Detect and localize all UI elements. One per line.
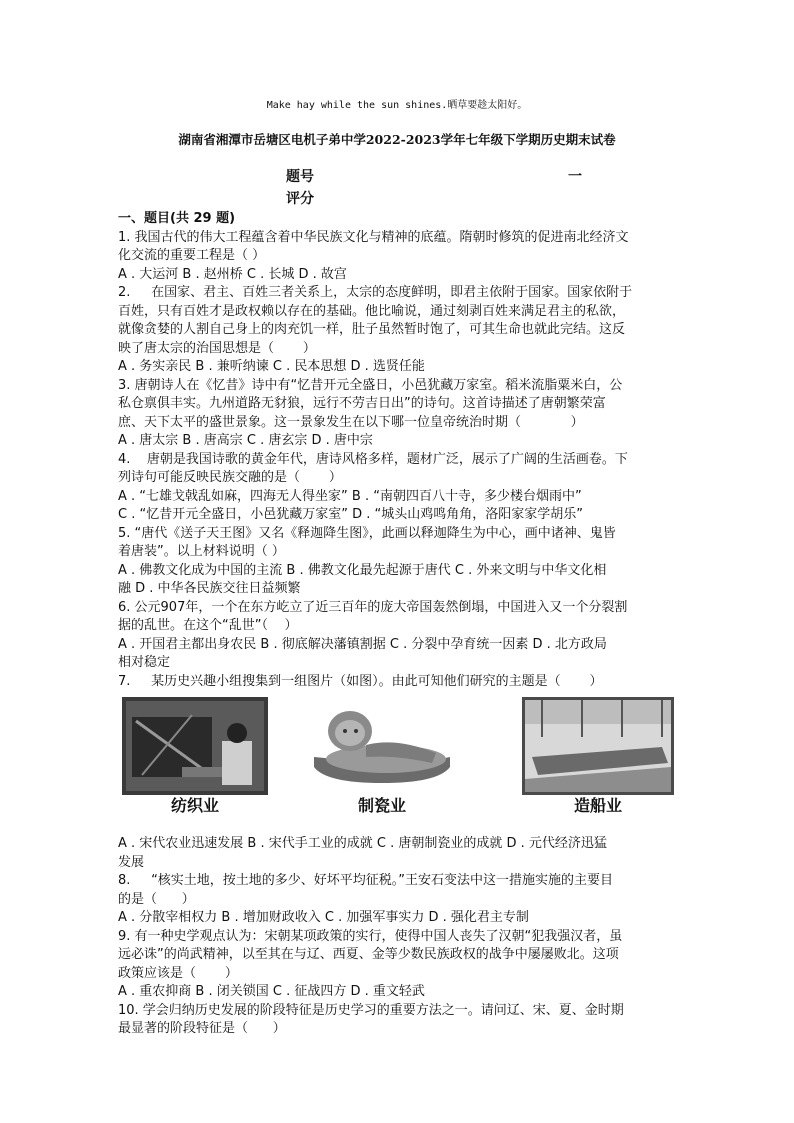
exam-title: 湖南省湘潭市岳塘区电机子弟中学2022-2023学年七年级下学期历史期末试卷 bbox=[178, 132, 616, 147]
q1-line-2: 化交流的重要工程是（ ） bbox=[118, 248, 266, 263]
score-row-number-label: 题号 bbox=[286, 169, 314, 185]
porcelain-pillow-icon bbox=[306, 697, 458, 795]
q3-line-1: 3. 唐朝诗人在《忆昔》诗中有“忆昔开元全盛日，小邑犹藏万家室。稻米流脂粟米白，公 bbox=[118, 377, 623, 393]
q6-line-1: 6. 公元907年，一个在东方屹立了近三百年的庞大帝国轰然倒塌，中国进入又一个分裂割 bbox=[118, 599, 628, 615]
q7-figure-row bbox=[118, 697, 678, 833]
q8-line-2: 的是（ ） bbox=[118, 891, 195, 907]
q5-options-2: 融 D . 中华各民族交往日益频繁 bbox=[118, 581, 301, 596]
motto-line: Make hay while the sun shines.晒草要趁太阳好。 bbox=[266, 100, 528, 111]
fig-caption-textile: 纺织业 bbox=[170, 796, 219, 815]
score-row-number bbox=[284, 166, 604, 188]
q9-line-3: 政策应该是（ ） bbox=[118, 965, 238, 981]
q2-line-3: 就像贪婪的人割自己身上的肉充饥一样，肚子虽然暂时饱了，可其生命也就此完结。这反 bbox=[118, 322, 626, 337]
question-list bbox=[118, 210, 678, 1039]
fig-caption-shipbuilding: 造船业 bbox=[573, 796, 622, 815]
q1-options: A . 大运河 B . 赵州桥 C . 长城 D . 故宫 bbox=[118, 266, 347, 282]
q6-options-1: A . 开国君主都出身农民 B . 彻底解决藩镇割据 C . 分裂中孕育统一因素 D . 北方政局 bbox=[118, 636, 607, 652]
score-table bbox=[284, 166, 604, 210]
q3-line-3: 庶、天下太平的盛世景象。这一景象发生在以下哪一位皇帝统治时期（ ） bbox=[118, 414, 584, 430]
score-col-1: 一 bbox=[568, 169, 582, 185]
q2-options: A . 务实亲民 B . 兼听纳谏 C . 民本思想 D . 选贤任能 bbox=[118, 359, 425, 374]
q6-options-2: 相对稳定 bbox=[118, 655, 171, 670]
q7-options-2: 发展 bbox=[118, 854, 145, 870]
section-title: 一、题目(共 29 题) bbox=[118, 211, 236, 226]
q6-line-2: 据的乱世。在这个“乱世”（ ） bbox=[118, 618, 298, 633]
q8-options: A . 分散宰相权力 B . 增加财政收入 C . 加强军事实力 D . 强化君主专制 bbox=[118, 910, 529, 925]
fig-caption-porcelain: 制瓷业 bbox=[357, 796, 406, 815]
q2-line-1: 2. 在国家、君主、百姓三者关系上，太宗的态度鲜明，即君主依附于国家。国家依附于 bbox=[118, 285, 633, 300]
q3-options: A . 唐太宗 B . 唐高宗 C . 唐玄宗 D . 唐中宗 bbox=[118, 433, 373, 448]
q7-options-1: A . 宋代农业迅速发展 B . 宋代手工业的成就 C . 唐朝制瓷业的成就 D . 元代经济迅猛 bbox=[118, 836, 607, 851]
q5-line-2: 着唐装”。以上材料说明（ ） bbox=[118, 544, 285, 559]
shipyard-photo-icon bbox=[522, 697, 674, 795]
score-row-score-label: 评分 bbox=[286, 191, 314, 207]
q1-line-1: 1. 我国古代的伟大工程蕴含着中华民族文化与精神的底蕴。隋朝时修筑的促进南北经济文 bbox=[118, 229, 629, 245]
q9-line-1: 9. 有一种史学观点认为：宋朝某项政策的实行，使得中国人丧失了汉朝“犯我强汉者，虽 bbox=[118, 928, 623, 944]
q5-options-1: A . 佛教文化成为中国的主流 B . 佛教文化最先起源于唐代 C . 外来文明与中华文化相 bbox=[118, 562, 607, 578]
q4-line-2: 列诗句可能反映民族交融的是（ ） bbox=[118, 470, 342, 485]
q9-options: A . 重农抑商 B . 闭关锁国 C . 征战四方 D . 重文轻武 bbox=[118, 984, 425, 999]
q2-line-4: 映了唐太宗的治国思想是（ ） bbox=[118, 340, 316, 356]
q10-line-2: 最显著的阶段特征是（ ） bbox=[118, 1021, 286, 1036]
q4-options-1: A . “七雄戈戟乱如麻，四海无人得坐家” B . “南朝四百八十寺，多少楼台烟雨中” bbox=[118, 488, 582, 504]
q10-line-1: 10. 学会归纳历史发展的阶段特征是历史学习的重要方法之一。请问辽、宋、夏、金时期 bbox=[118, 1002, 624, 1018]
q5-line-1: 5. “唐代《送子天王图》又名《释迦降生图》，此画以释迦降生为中心，画中诸神、鬼皆 bbox=[118, 525, 616, 541]
figure-shipbuilding bbox=[522, 697, 674, 815]
figure-porcelain bbox=[306, 697, 458, 815]
q8-line-1: 8. “核实土地，按土地的多少、好坏平均征税。”王安石变法中这一措施实施的主要目 bbox=[118, 873, 614, 888]
q3-line-2: 私仓禀俱丰实。九州道路无豺狼，远行不劳吉日出”的诗句。这首诗描述了唐朝繁荣富 bbox=[118, 396, 606, 411]
q2-line-2: 百姓，只有百姓才是政权赖以存在的基础。他比喻说，通过刻剥百姓来满足君主的私欲， bbox=[118, 303, 626, 319]
score-row-score bbox=[284, 188, 604, 210]
loom-photo-icon bbox=[122, 697, 268, 795]
figure-textile bbox=[122, 697, 268, 815]
q7-line-1: 7. 某历史兴趣小组搜集到一组图片（如图）。由此可知他们研究的主题是（ ） bbox=[118, 673, 603, 689]
q4-line-1: 4. 唐朝是我国诗歌的黄金年代，唐诗风格多样，题材广泛，展示了广阔的生活画卷。下 bbox=[118, 451, 628, 467]
q9-line-2: 远必诛”的尚武精神，以至其在与辽、西夏、金等少数民族政权的战争中屡屡败北。这项 bbox=[118, 947, 619, 962]
q4-options-2: C . “忆昔开元全盛日，小邑犹藏万家室” D . “城头山鸡鸣角角，洛阳家家学胡乐” bbox=[118, 507, 583, 522]
